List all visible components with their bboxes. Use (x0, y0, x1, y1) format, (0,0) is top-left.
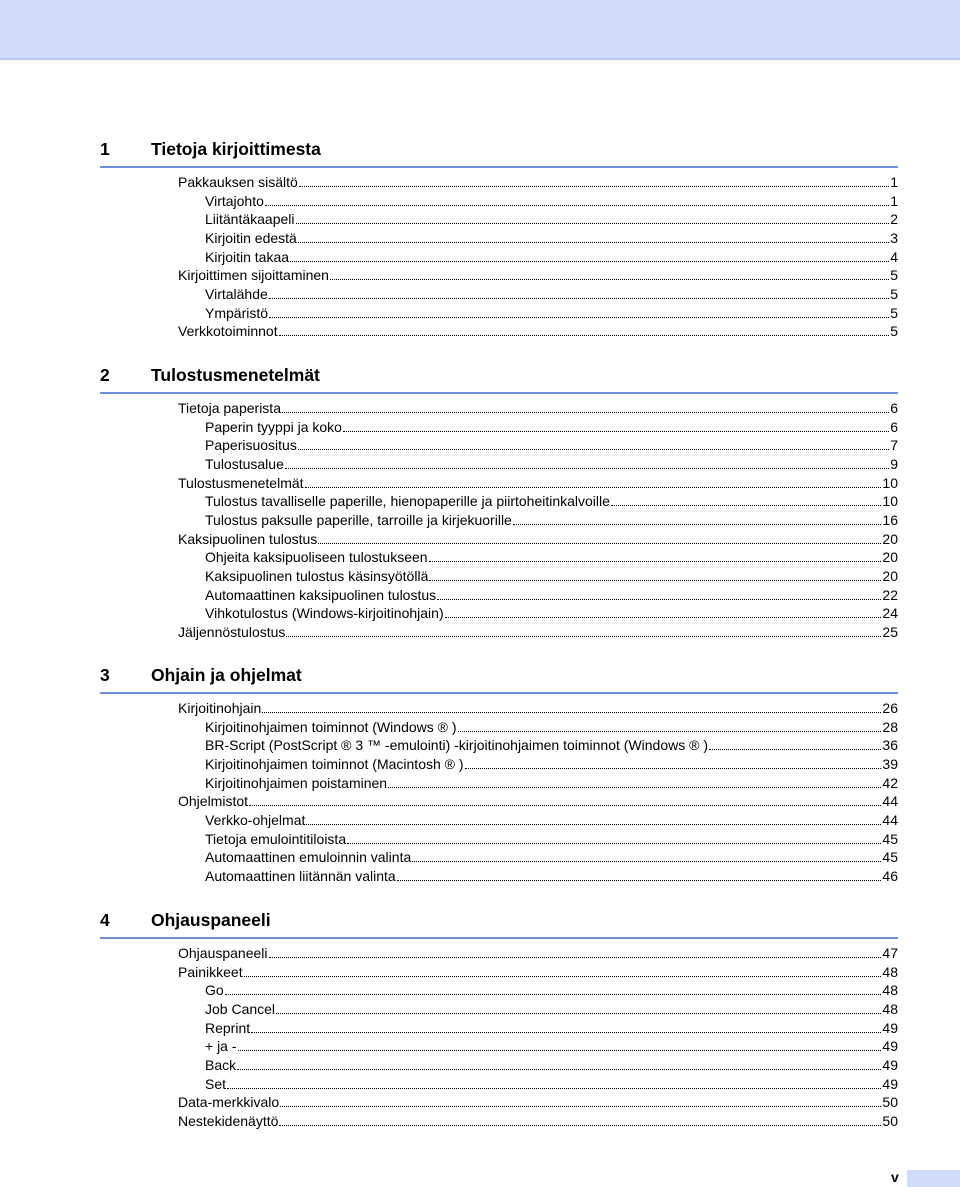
toc-entry-label: Kirjoitinohjaimen toiminnot (Macintosh ® ) (205, 755, 464, 772)
toc-entry[interactable] (178, 266, 898, 284)
toc-entry-page: 48 (882, 982, 898, 999)
toc-entry-label: Automaattinen kaksipuolinen tulostus (205, 586, 437, 603)
toc-entry[interactable] (178, 944, 898, 962)
toc-entry-label: Paperisuositus (205, 437, 297, 454)
toc-entry[interactable] (205, 248, 898, 266)
toc-entry-page: 49 (882, 1038, 898, 1055)
dot-leader (251, 1031, 881, 1033)
toc-entry-label: Pakkauksen sisältö (178, 174, 298, 190)
toc-entry-page: 2 (890, 211, 898, 228)
toc-entry[interactable] (178, 322, 898, 340)
toc-entry[interactable] (205, 1019, 898, 1037)
dot-leader (347, 842, 881, 844)
toc-entry[interactable] (205, 867, 898, 885)
toc-entry-label: Ohjeita kaksipuoliseen tulostukseen (205, 549, 428, 566)
chapter-number: 3 (100, 665, 110, 685)
toc-entry[interactable] (205, 811, 898, 829)
toc-entry-label: Go (205, 982, 224, 999)
toc-entry-page: 3 (890, 229, 898, 246)
dot-leader (611, 504, 881, 506)
toc-entry[interactable] (205, 586, 898, 604)
toc-entry-label: Automaattinen emuloinnin valinta (205, 849, 412, 866)
toc-entry[interactable] (178, 1112, 898, 1130)
dot-leader (429, 579, 881, 581)
toc-entry-page: 44 (882, 811, 898, 828)
toc-entry-page: 7 (890, 437, 898, 454)
dot-leader (437, 598, 881, 600)
chapter-number: 2 (100, 365, 110, 385)
toc-entry-page: 49 (882, 1019, 898, 1036)
dot-leader (388, 786, 881, 788)
toc-entry[interactable] (205, 736, 898, 754)
toc-entry-label: Automaattinen liitännän valinta (205, 867, 396, 884)
toc-entry-page: 48 (882, 1000, 898, 1017)
dot-leader (249, 804, 881, 806)
toc-entry-label: Tietoja paperista (178, 400, 281, 416)
toc-entry[interactable] (178, 173, 898, 191)
dot-leader (280, 1105, 881, 1107)
toc-entry[interactable] (205, 492, 898, 510)
toc-entry-page: 9 (890, 455, 898, 472)
dot-leader (318, 542, 881, 544)
dot-leader (412, 860, 881, 862)
toc-entry-page: 28 (882, 718, 898, 735)
toc-entry-page: 1 (890, 174, 898, 190)
dot-leader (282, 411, 889, 413)
toc-entry[interactable] (205, 229, 898, 247)
chapter-title: Ohjauspaneeli (151, 910, 271, 930)
toc-entry[interactable] (205, 1056, 898, 1074)
toc-entry-page: 50 (882, 1094, 898, 1111)
toc-entry-label: Job Cancel (205, 1000, 276, 1017)
toc-entry-label: Set (205, 1075, 227, 1092)
toc-entry[interactable] (205, 567, 898, 585)
toc-entry-page: 48 (882, 963, 898, 980)
toc-entry-label: Kaksipuolinen tulostus (178, 530, 318, 547)
toc-entry-label: Jäljennöstulostus (178, 623, 286, 640)
dot-leader (269, 956, 882, 958)
toc-entry-page: 45 (882, 849, 898, 866)
toc-entry-page: 10 (882, 474, 898, 491)
toc-entry-page: 42 (882, 774, 898, 791)
dot-leader (296, 222, 890, 224)
toc-entry[interactable] (178, 530, 898, 548)
chapter-number: 1 (100, 139, 110, 159)
toc-entry-page: 24 (882, 605, 898, 622)
toc-entry[interactable] (205, 604, 898, 622)
toc-entry-page: 45 (882, 830, 898, 847)
toc-entry[interactable] (205, 436, 898, 454)
toc-entry-label: Tietoja emulointitiloista (205, 830, 347, 847)
toc-entry-page: 16 (882, 511, 898, 528)
dot-leader (269, 316, 889, 318)
chapter-heading (100, 907, 898, 939)
toc-entry-label: Kaksipuolinen tulostus käsinsyötöllä (205, 567, 429, 584)
toc-entry-page: 20 (882, 567, 898, 584)
dot-leader (445, 616, 882, 618)
toc-entry-page: 1 (890, 192, 898, 209)
toc-entry-page: 20 (882, 549, 898, 566)
toc-entry-page: 49 (882, 1075, 898, 1092)
dot-leader (298, 448, 889, 450)
toc-entry[interactable] (205, 981, 898, 999)
dot-leader (244, 975, 882, 977)
dot-leader (279, 1124, 881, 1126)
chapter-title: Tulostusmenetelmät (151, 365, 320, 385)
toc-entry-label: Verkko-ohjelmat (205, 811, 306, 828)
toc-entry-page: 5 (890, 323, 898, 340)
dot-leader (285, 467, 889, 469)
toc-entry[interactable] (205, 1075, 898, 1093)
dot-leader (397, 879, 882, 881)
toc-entry-page: 5 (890, 304, 898, 321)
toc-entry-page: 44 (882, 793, 898, 810)
toc-entry-label: Paperin tyyppi ja koko (205, 418, 342, 435)
toc-entry-label: Kirjoitin takaa (205, 248, 290, 265)
toc-entry-page: 26 (882, 700, 898, 716)
dot-leader (306, 823, 881, 825)
toc-entry-label: Ohjelmistot (178, 793, 249, 810)
toc-entry[interactable] (178, 1093, 898, 1111)
toc-entry-label: Data-merkkivalo (178, 1094, 280, 1111)
toc-entry[interactable] (178, 699, 898, 717)
toc-entry-page: 5 (890, 267, 898, 284)
toc-entry-page: 6 (890, 418, 898, 435)
toc-entry-label: Kirjoitinohjaimen poistaminen (205, 774, 388, 791)
toc-entry-label: Nestekidenäyttö (178, 1112, 279, 1129)
toc-entry[interactable] (205, 830, 898, 848)
chapter-heading (100, 136, 898, 168)
toc-entry-page: 49 (882, 1056, 898, 1073)
toc-entry-page: 50 (882, 1112, 898, 1129)
toc-entry-label: Virtajohto (205, 192, 264, 209)
toc-entry-page: 46 (882, 867, 898, 884)
dot-leader (330, 278, 889, 280)
dot-leader (513, 523, 882, 525)
toc-entry-label: Tulostus paksulle paperille, tarroille ja kirjekuorille (205, 511, 512, 528)
chapter-number: 4 (100, 910, 110, 930)
dot-leader (299, 185, 889, 187)
toc-entry-label: Ympäristö (205, 304, 269, 321)
toc-entry[interactable] (178, 963, 898, 981)
toc-entry[interactable] (178, 399, 898, 417)
toc-entry-label: Reprint (205, 1019, 251, 1036)
dot-leader (458, 730, 882, 732)
dot-leader (286, 635, 881, 637)
toc-entry[interactable] (205, 285, 898, 303)
dot-leader (429, 560, 882, 562)
toc-entry[interactable] (205, 192, 898, 210)
toc-entry-page: 6 (890, 400, 898, 416)
toc-entry-label: Ohjauspaneeli (178, 945, 268, 961)
dot-leader (262, 711, 881, 713)
toc-entry-label: Vihkotulostus (Windows-kirjoitinohjain) (205, 605, 444, 622)
top-header-band (0, 0, 960, 60)
toc-entry[interactable] (205, 718, 898, 736)
toc-entry-label: + ja - (205, 1038, 237, 1055)
toc-entry-label: Tulostusalue (205, 455, 284, 472)
toc-entry-page: 20 (882, 530, 898, 547)
page-number: v (891, 1169, 899, 1185)
toc-entry[interactable] (205, 548, 898, 566)
dot-leader (290, 260, 889, 262)
toc-entry-label: Back (205, 1056, 237, 1073)
toc-entry-label: Tulostus tavalliselle paperille, hienopaperille ja piirtoheitinkalvoille (205, 493, 610, 510)
toc-entry-page: 47 (882, 945, 898, 961)
dot-leader (305, 486, 882, 488)
toc-entry[interactable] (178, 623, 898, 641)
chapter-title: Tietoja kirjoittimesta (151, 139, 321, 159)
dot-leader (465, 767, 882, 769)
dot-leader (276, 1012, 881, 1014)
toc-entry-page: 10 (882, 493, 898, 510)
toc-entry-label: Verkkotoiminnot (178, 323, 278, 340)
toc-entry-label: Liitäntäkaapeli (205, 211, 295, 228)
footer-tab (907, 1170, 960, 1187)
toc-entry-label: Kirjoitin edestä (205, 229, 297, 246)
dot-leader (237, 1068, 881, 1070)
dot-leader (279, 334, 890, 336)
dot-leader (225, 993, 882, 995)
toc-entry[interactable] (205, 511, 898, 529)
toc-entry[interactable] (205, 418, 898, 436)
toc-entry[interactable] (178, 474, 898, 492)
toc-entry-label: Virtalähde (205, 285, 268, 302)
dot-leader (265, 204, 889, 206)
dot-leader (227, 1087, 881, 1089)
toc-entry-page: 22 (882, 586, 898, 603)
toc-entry[interactable] (205, 755, 898, 773)
toc-entry-label: BR-Script (PostScript ® 3 ™ -emulointi) -kirjoitinohjaimen toiminnot (Windows ® ) (205, 737, 708, 754)
toc-entry-label: Kirjoitinohjaimen toiminnot (Windows ® ) (205, 718, 457, 735)
toc-entry-page: 5 (890, 285, 898, 302)
dot-leader (238, 1049, 882, 1051)
toc-entry-label: Kirjoitinohjain (178, 700, 262, 716)
chapter-heading (100, 662, 898, 694)
toc-entry[interactable] (205, 848, 898, 866)
chapter-title: Ohjain ja ohjelmat (151, 665, 302, 685)
dot-leader (709, 748, 881, 750)
toc-entry-page: 25 (882, 623, 898, 640)
toc-entry-page: 36 (882, 737, 898, 754)
dot-leader (343, 430, 889, 432)
dot-leader (269, 297, 889, 299)
toc-entry[interactable] (205, 774, 898, 792)
toc-entry[interactable] (178, 792, 898, 810)
toc-entry[interactable] (205, 455, 898, 473)
chapter-heading (100, 362, 898, 394)
toc-entry[interactable] (205, 304, 898, 322)
toc-entry-page: 4 (890, 248, 898, 265)
toc-entry-label: Painikkeet (178, 963, 243, 980)
toc-entry-label: Tulostusmenetelmät (178, 474, 304, 491)
toc-entry[interactable] (205, 210, 898, 228)
toc-entry-label: Kirjoittimen sijoittaminen (178, 267, 329, 284)
dot-leader (298, 241, 889, 243)
toc-entry-page: 39 (882, 755, 898, 772)
toc-entry[interactable] (205, 1000, 898, 1018)
toc-entry[interactable] (205, 1037, 898, 1055)
